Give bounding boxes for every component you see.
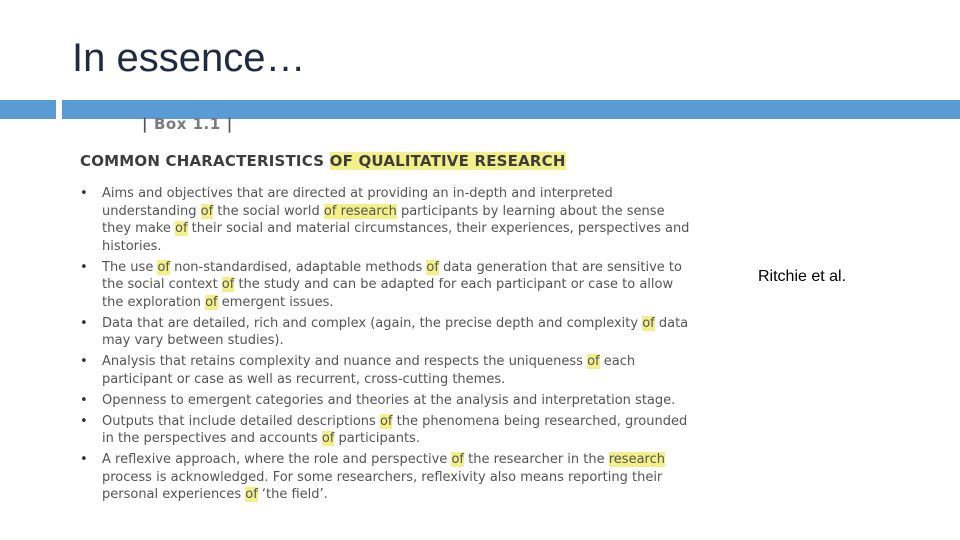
highlighted-text: of <box>426 259 439 275</box>
characteristics-list <box>80 185 690 507</box>
bullet-icon: • <box>80 259 88 275</box>
list-item <box>80 392 690 410</box>
highlighted-text: of <box>221 277 235 292</box>
bullet-icon: • <box>80 186 88 201</box>
text-run: Openness to emergent categories and theories at the analysis and interpretation stage. <box>102 392 676 408</box>
accent-bar-left <box>0 100 56 119</box>
text-run: the phenomena being researched, grounded in the perspectives and accounts <box>102 413 688 446</box>
bullet-icon: • <box>80 452 88 467</box>
bullet-icon: • <box>80 392 88 408</box>
list-item <box>80 413 690 448</box>
text-run: emergent issues. <box>217 294 334 310</box>
highlighted-text: of <box>205 294 218 310</box>
highlighted-text: of <box>200 203 214 219</box>
text-run: participants. <box>334 431 420 446</box>
list-item <box>80 353 690 388</box>
text-run: A reflexive approach, where the role and perspective <box>102 452 452 467</box>
list-item <box>80 315 690 350</box>
bullet-icon: • <box>80 315 88 331</box>
text-run: participants by learning about the sense they make <box>102 203 665 236</box>
text-run: Data that are detailed, rich and complex (again, the precise depth and complexity <box>102 315 643 331</box>
citation: Ritchie et al. <box>758 268 847 285</box>
text-run: ‘the field’. <box>257 487 328 502</box>
text-run: The use <box>102 259 158 275</box>
text-run: Outputs that include detailed descriptions <box>102 413 380 429</box>
text-run: Aims and objectives that are directed at providing an in-depth and interpreted understanding <box>102 186 613 219</box>
text-run: process is acknowledged. For some researchers, reflexivity also means reporting their personal experiences <box>102 469 663 502</box>
box-label <box>136 115 239 133</box>
text-run: their social and material circumstances, their experiences, perspectives and histories. <box>102 221 690 254</box>
text-run: data generation that are sensitive to the social context <box>102 259 682 292</box>
highlighted-text: of <box>321 431 335 446</box>
highlighted-text: of <box>642 315 655 331</box>
box-label-divider-left: | <box>142 115 148 133</box>
highlighted-text: OF QUALITATIVE RESEARCH <box>329 152 566 170</box>
text-run: the study and can be adapted for each participant or case to allow the exploration <box>102 277 674 310</box>
box-label-text: Box 1.1 <box>153 115 221 133</box>
highlighted-text: of <box>451 452 464 467</box>
bullet-icon: • <box>80 354 88 369</box>
text-run: non-standardised, adaptable methods <box>169 259 427 275</box>
text-run: COMMON CHARACTERISTICS <box>80 152 330 170</box>
highlighted-text: of <box>175 221 188 236</box>
text-run: data may vary between studies). <box>102 315 689 348</box>
text-run: Analysis that retains complexity and nuance and respects the uniqueness <box>102 354 588 369</box>
highlighted-text: of <box>245 487 258 502</box>
highlighted-text: of <box>587 354 600 369</box>
highlighted-text: research <box>608 452 665 467</box>
highlighted-text: of research <box>323 203 397 219</box>
text-run: each participant or case as well as recurrent, cross-cutting themes. <box>102 354 636 387</box>
box-heading <box>80 152 566 170</box>
list-item <box>80 259 690 312</box>
bullet-icon: • <box>80 413 88 429</box>
list-item <box>80 451 690 504</box>
highlighted-text: of <box>157 259 170 275</box>
list-item <box>80 185 690 255</box>
highlighted-text: of <box>379 413 393 429</box>
text-run: the social world <box>213 203 324 219</box>
text-run: the researcher in the <box>463 452 609 467</box>
slide-title: In essence… <box>72 36 306 80</box>
box-label-divider-right: | <box>226 115 233 133</box>
